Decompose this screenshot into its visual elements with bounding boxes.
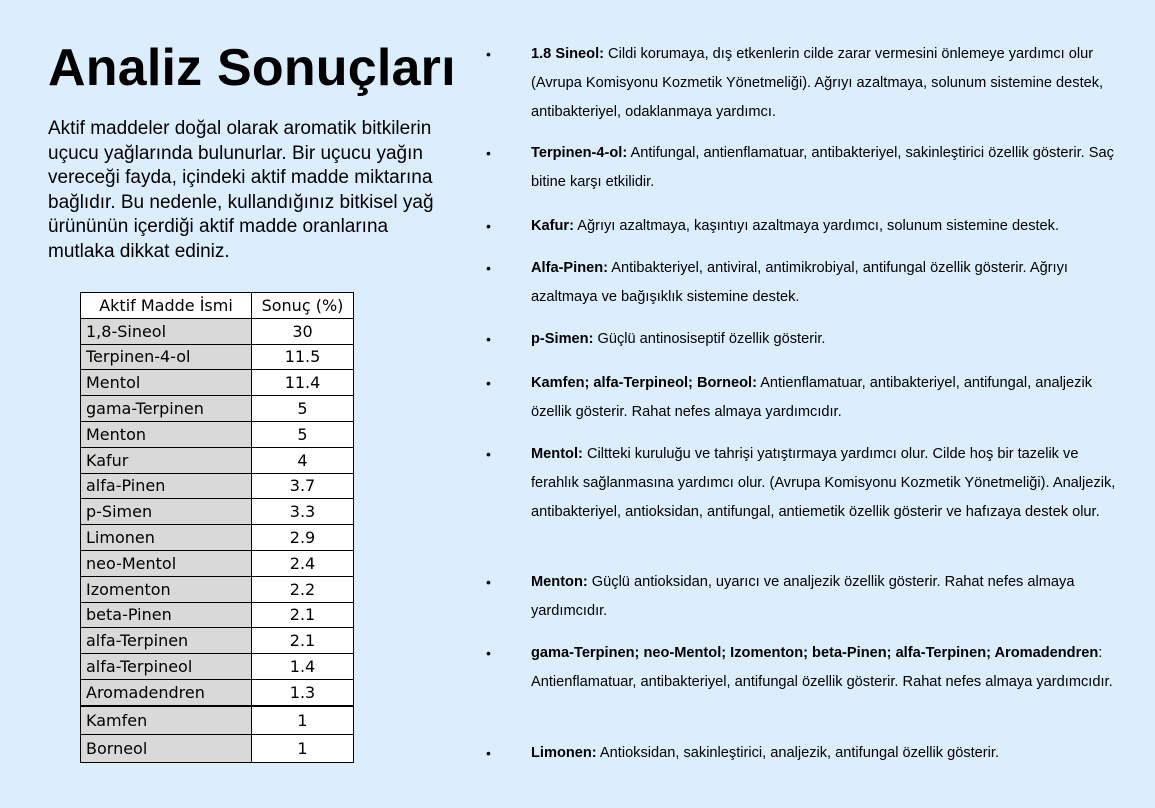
row-name: alfa-Terpinen	[81, 628, 252, 654]
list-item	[484, 325, 1124, 354]
table-row	[81, 628, 354, 654]
page-title: Analiz Sonuçları	[48, 39, 456, 97]
bullet-icon: •	[486, 574, 491, 590]
table-row	[81, 344, 354, 370]
row-name: Menton	[81, 421, 252, 447]
table-row	[81, 473, 354, 499]
item-term: Menton:	[531, 574, 588, 590]
row-name: Kamfen	[81, 706, 252, 735]
row-value: 2.1	[252, 602, 354, 628]
table-row	[81, 499, 354, 525]
table-row	[81, 525, 354, 551]
row-value: 1.3	[252, 679, 354, 705]
row-name: p-Simen	[81, 499, 252, 525]
item-term: p-Simen:	[531, 331, 594, 347]
row-value: 1	[252, 706, 354, 735]
item-description: Ciltteki kuruluğu ve tahrişi yatıştırmaya yardımcı olur. Cilde hoş bir tazelik ve ferahlık sağlanmasına yardımcı olur. (Avrupa Komisyonu Kozmetik Yönetmeliği). Analjezik, antibakteriyel, antioksidan, antifungal, antiemetik özellik gösterir ve hafızaya destek olur.	[531, 446, 1116, 521]
item-description: Ağrıyı azaltmaya, kaşıntıyı azaltmaya yardımcı, solunum sistemine destek.	[573, 218, 1060, 234]
table-row	[81, 602, 354, 628]
item-description: Güçlü antinosiseptif özellik gösterir.	[593, 331, 826, 347]
item-description: Antioksidan, sakinleştirici, analjezik, antifungal özellik gösterir.	[596, 745, 1000, 761]
table-row	[81, 576, 354, 602]
row-name: beta-Pinen	[81, 602, 252, 628]
bullet-icon: •	[486, 218, 491, 234]
table-row	[81, 318, 354, 344]
table-row	[81, 679, 354, 705]
list-item	[484, 440, 1124, 528]
row-value: 2.1	[252, 628, 354, 654]
item-term: Kafur:	[531, 218, 574, 234]
table-row	[81, 421, 354, 447]
table-header-row	[81, 293, 354, 319]
row-value: 2.4	[252, 550, 354, 576]
row-name: Aromadendren	[81, 679, 252, 705]
item-term: Limonen:	[531, 745, 597, 761]
list-item	[484, 739, 1124, 768]
row-name: Kafur	[81, 447, 252, 473]
row-name: gama-Terpinen	[81, 396, 252, 422]
item-description: Antibakteriyel, antiviral, antimikrobiyal, antifungal özellik gösterir. Ağrıyı azaltmaya ve bağışıklık sistemine destek.	[531, 260, 1068, 306]
bullet-icon: •	[486, 375, 491, 391]
row-value: 4	[252, 447, 354, 473]
bullet-icon: •	[486, 645, 491, 661]
bullet-icon: •	[486, 331, 491, 347]
item-term: Mentol:	[531, 446, 583, 462]
item-description: Cildi korumaya, dış etkenlerin cilde zarar vermesini önlemeye yardımcı olur (Avrupa Komisyonu Kozmetik Yönetmeliği). Ağrıyı azaltmaya, solunum sistemine destek, antibakteriyel, odaklanmaya yardımcı.	[531, 46, 1104, 121]
row-name: alfa-Terpineol	[81, 654, 252, 680]
row-value: 2.2	[252, 576, 354, 602]
list-item	[484, 639, 1124, 697]
row-value: 30	[252, 318, 354, 344]
bullet-icon: •	[486, 446, 491, 462]
table-row	[81, 654, 354, 680]
list-item	[484, 568, 1124, 626]
list-item	[484, 254, 1124, 312]
row-value: 3.3	[252, 499, 354, 525]
results-table	[80, 292, 354, 763]
bullet-icon: •	[486, 46, 491, 62]
list-item	[484, 40, 1124, 128]
table-row	[81, 550, 354, 576]
list-item	[484, 139, 1124, 197]
row-name: Terpinen-4-ol	[81, 344, 252, 370]
row-name: Mentol	[81, 370, 252, 396]
item-description: Antienflamatuar, antibakteriyel, antifungal, analjezik özellik gösterir. Rahat nefes almaya yardımcıdır.	[531, 375, 1093, 421]
item-term: Terpinen-4-ol:	[531, 145, 628, 161]
table-row	[81, 370, 354, 396]
row-name: neo-Mentol	[81, 550, 252, 576]
item-description: Güçlü antioksidan, uyarıcı ve analjezik özellik gösterir. Rahat nefes almaya yardımcıdır.	[531, 574, 1075, 620]
row-name: Limonen	[81, 525, 252, 551]
table-row	[81, 447, 354, 473]
row-name: alfa-Pinen	[81, 473, 252, 499]
item-term: gama-Terpinen; neo-Mentol; Izomenton; beta-Pinen; alfa-Terpinen; Aromadendren	[531, 645, 1099, 661]
item-term: Kamfen; alfa-Terpineol; Borneol:	[531, 375, 757, 391]
intro-paragraph: Aktif maddeler doğal olarak aromatik bitkilerin uçucu yağlarında bulunurlar. Bir uçucu yağın vereceği fayda, içindeki aktif madde miktarına bağlıdır. Bu nedenle, kullandığınız bitkisel yağ ürününün içerdiği aktif madde oranlarına mutlaka dikkat ediniz.	[48, 118, 434, 262]
item-description: : Antienflamatuar, antibakteriyel, antifungal özellik gösterir. Rahat nefes almaya yardımcıdır.	[531, 645, 1113, 691]
row-value: 3.7	[252, 473, 354, 499]
table-row	[81, 706, 354, 735]
row-value: 11.5	[252, 344, 354, 370]
row-name: Borneol	[81, 734, 252, 762]
row-value: 1.4	[252, 654, 354, 680]
row-value: 1	[252, 734, 354, 762]
item-description: Antifungal, antienflamatuar, antibakteriyel, sakinleştirici özellik gösterir. Saç bitine karşı etkilidir.	[531, 145, 1114, 191]
row-value: 5	[252, 421, 354, 447]
row-value: 2.9	[252, 525, 354, 551]
row-value: 5	[252, 396, 354, 422]
table-row	[81, 734, 354, 762]
row-value: 11.4	[252, 370, 354, 396]
row-name: Izomenton	[81, 576, 252, 602]
bullet-icon: •	[486, 745, 491, 761]
item-term: Alfa-Pinen:	[531, 260, 609, 276]
bullet-icon: •	[486, 145, 491, 161]
column-header-result: Sonuç (%)	[252, 293, 354, 319]
row-name: 1,8-Sineol	[81, 318, 252, 344]
bullet-icon: •	[486, 260, 491, 276]
column-header-name: Aktif Madde İsmi	[81, 293, 252, 319]
table-row	[81, 396, 354, 422]
list-item	[484, 212, 1124, 241]
list-item	[484, 369, 1124, 427]
item-term: 1.8 Sineol:	[531, 46, 604, 62]
